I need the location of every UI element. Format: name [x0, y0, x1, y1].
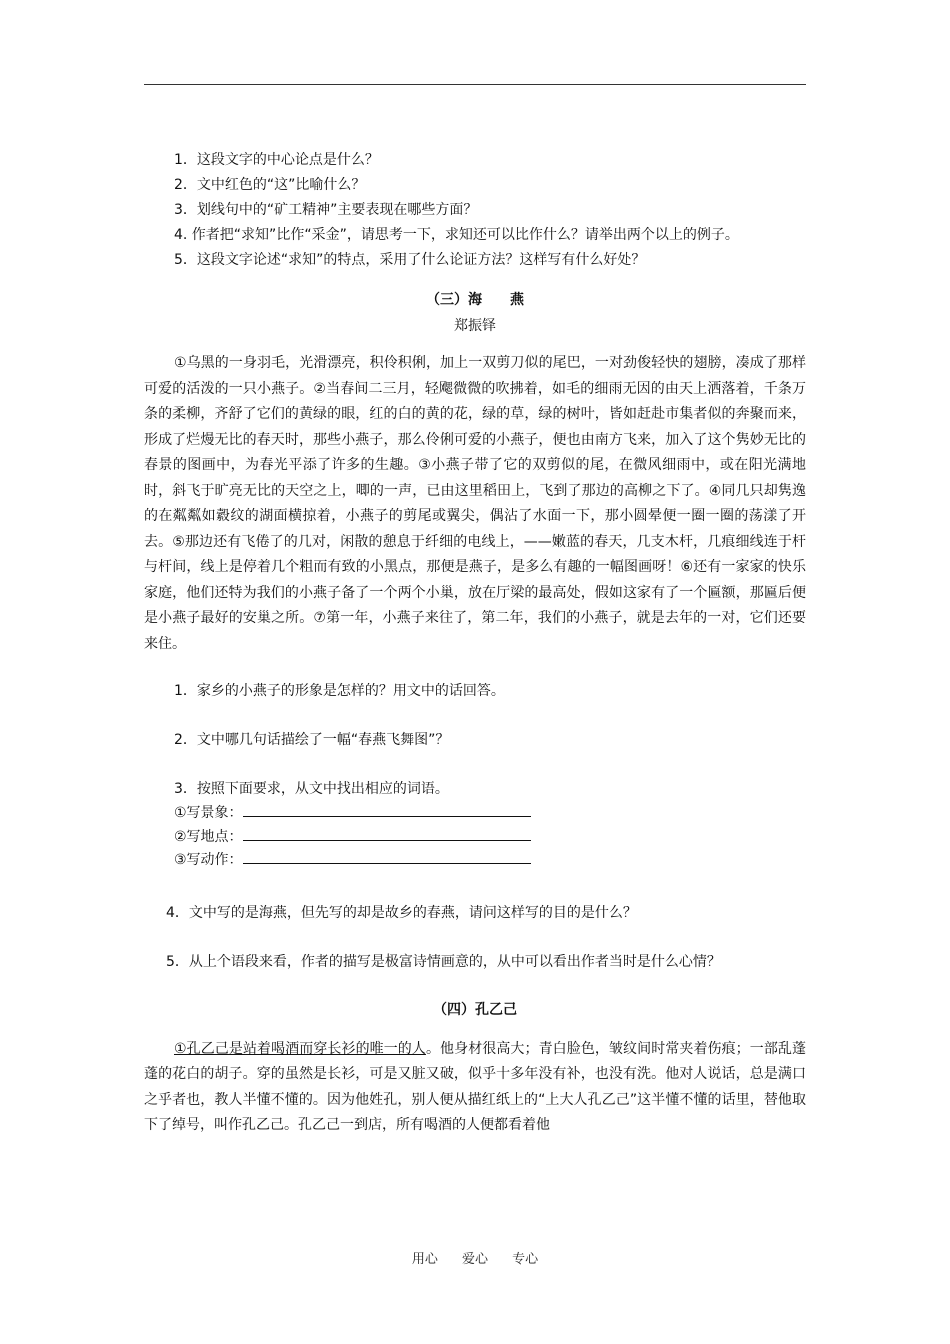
- header-rule: [144, 84, 806, 85]
- section-4-title: （四）孔乙己: [433, 1001, 517, 1018]
- fill-label: ②写地点：: [174, 828, 243, 845]
- answer-blank[interactable]: [243, 826, 531, 841]
- passage-text: 。他身材很高大；青白脸色，皱纹间时常夹着伤痕；一部乱蓬蓬的花白的胡子。穿的虽然是长衫，可是又脏又破，似乎十多年没有补，也没有洗。他对人说话，总是满口之乎者也，教人半懂不懂的。因为他姓孔，别人便从描红纸上的“上大人孔乙己”这半懂不懂的话里，替他取下了绰号，叫作孔乙己。孔乙己一到店，所有喝酒的人便都看着他: [144, 1040, 806, 1133]
- section-3-question-1: 1．家乡的小燕子的形象是怎样的？用文中的话回答。: [174, 683, 505, 699]
- answer-blank[interactable]: [243, 802, 531, 817]
- section-3-question-4: 4．文中写的是海燕，但先写的却是故乡的春燕，请问这样写的目的是什么？: [166, 904, 637, 921]
- question-1: 1．这段文字的中心论点是什么？: [174, 152, 379, 168]
- fill-label: ③写动作：: [174, 852, 243, 868]
- section-3-passage: ①乌黑的一身羽毛，光滑漂亮，积伶积俐，加上一双剪刀似的尾巴，一对劲俊轻快的翅膀，凑成了那样可爱的活泼的一只小燕子。②当春间二三月，轻飔微微的吹拂着，如毛的细雨无因的由天上洒落着，千条万条的柔柳，齐舒了它们的黄绿的眼，红的白的黄的花，绿的草，绿的树叶，皆如赶赴市集者似的奔聚而来，形成了烂熳无比的春天时，那些小燕子，那么伶俐可爱的小燕子，便也由南方飞来，加入了这个隽妙无比的春景的图画中，为春光平添了许多的生趣。③小燕子带了它的双剪似的尾，在微风细雨中，或在阳光满地时，斜飞于旷亮无比的天空之上，唧的一声，已由这里稻田上，飞到了那边的高柳之下了。④同几只却隽逸的在粼粼如縠纹的湖面横掠着，小燕子的剪尾或翼尖，偶沾了水面一下，那小圆晕便一圈一圈的荡漾了开去。⑤那边还有飞倦了的几对，闲散的憩息于纤细的电线上，——嫩蓝的春天，几支木杆，几痕细线连于杆与杆间，线上是停着几个粗而有致的小黑点，那便是燕子，是多么有趣的一幅图画呀！⑥还有一家家的快乐家庭，他们还特为我们的小燕子备了一个两个小巢，放在厅梁的最高处，假如这家有了一个匾额，那匾后便是小燕子最好的安巢之所。⑦第一年，小燕子来往了，第二年，我们的小燕子，就是去年的一对，它们还要来住。: [144, 355, 806, 652]
- fill-row-scenery: [144, 802, 806, 826]
- question-2: 2．文中红色的“这”比喻什么？: [174, 177, 366, 193]
- page-content: [144, 148, 806, 1139]
- section-3-question-2: 2．文中哪几句话描绘了一幅“春燕飞舞图”？: [174, 732, 450, 748]
- question-4: 4. 作者把“求知”比作“采金”，请思考一下，求知还可以比作什么？请举出两个以上的例子。: [174, 227, 739, 243]
- underlined-sentence: ①孔乙己是站着喝酒而穿长衫的唯一的人: [174, 1040, 426, 1057]
- section-3-question-5: 5．从上个语段来看，作者的描写是极富诗情画意的，从中可以看出作者当时是什么心情？: [166, 953, 721, 970]
- footer-text: 爱心: [461, 1252, 488, 1267]
- answer-blank[interactable]: [243, 849, 531, 864]
- footer-text: 专心: [512, 1252, 539, 1267]
- section-3-author: 郑振铎: [454, 318, 496, 334]
- fill-row-action: [144, 849, 806, 873]
- fill-row-place: [144, 826, 806, 850]
- footer-text: 用心: [411, 1252, 438, 1267]
- page-footer: [0, 1248, 950, 1267]
- section-4-passage: [144, 1037, 806, 1139]
- section-3-title: （三）海 燕: [426, 292, 524, 308]
- fill-label: ①写景象：: [174, 805, 243, 821]
- question-5: 5．这段文字论述“求知”的特点，采用了什么论证方法？这样写有什么好处？: [174, 252, 646, 268]
- section-3-question-3: 3．按照下面要求，从文中找出相应的词语。: [174, 781, 449, 797]
- question-3: 3．划线句中的“矿工精神”主要表现在哪些方面？: [174, 202, 478, 218]
